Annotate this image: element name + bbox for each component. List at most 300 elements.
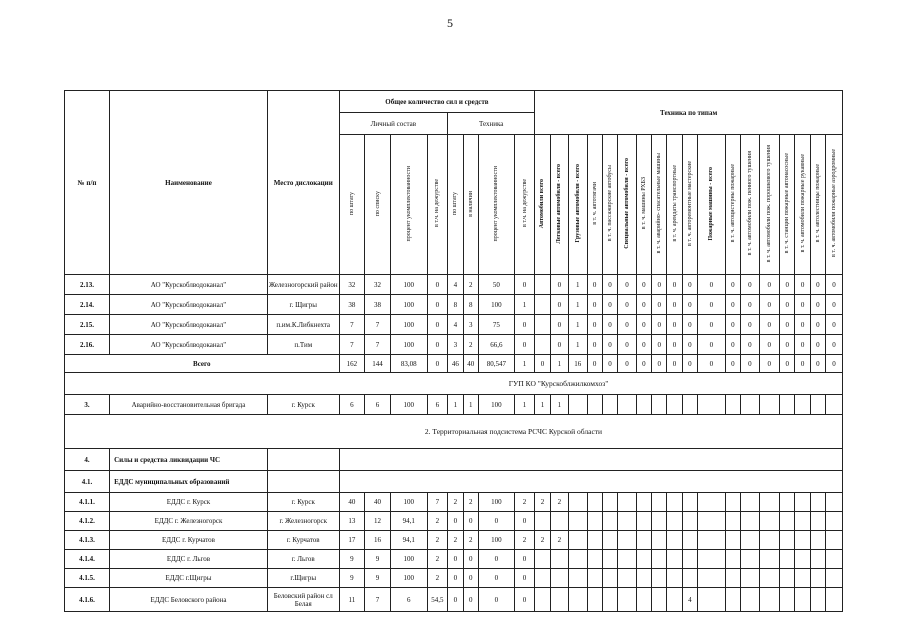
row-value: 50 bbox=[478, 275, 514, 295]
header-vertical-label: в т. ч. арендаты транспортные bbox=[671, 165, 678, 242]
row-value: 13 bbox=[339, 512, 365, 531]
row-value bbox=[759, 588, 779, 612]
header-vertical-label: в т. ч. автомобили пож. пенного тушения bbox=[746, 151, 753, 256]
total-value: 0 bbox=[780, 355, 795, 373]
row-value bbox=[602, 512, 617, 531]
row-location: г. Курск bbox=[267, 493, 339, 512]
header-vertical-label: в т. ч. пассажирские автобусы bbox=[607, 165, 614, 242]
row-value: 100 bbox=[390, 275, 427, 295]
row-value: 94,1 bbox=[390, 512, 427, 531]
row-value: 0 bbox=[463, 512, 478, 531]
row-value bbox=[587, 531, 602, 550]
row-value: 0 bbox=[478, 588, 514, 612]
row-value: 0 bbox=[448, 569, 463, 588]
table-row bbox=[65, 569, 843, 588]
row-value: 2 bbox=[448, 531, 463, 550]
row-value bbox=[602, 531, 617, 550]
row-number: 2.15. bbox=[65, 315, 110, 335]
row-value: 0 bbox=[514, 335, 535, 355]
row-name: ЕДДС г. Железногорск bbox=[110, 512, 268, 531]
row-value bbox=[682, 531, 697, 550]
row-value bbox=[550, 588, 568, 612]
row-value: 100 bbox=[390, 335, 427, 355]
row-value bbox=[535, 512, 550, 531]
row-value: 0 bbox=[618, 335, 636, 355]
header-vertical-label: в т. ч. машины РХБЗ bbox=[640, 177, 647, 230]
row-value: 0 bbox=[550, 275, 568, 295]
row-value: 0 bbox=[636, 315, 651, 335]
row-value bbox=[618, 512, 636, 531]
row-value: 0 bbox=[587, 275, 602, 295]
table-row bbox=[65, 275, 843, 295]
row-value bbox=[569, 493, 587, 512]
row-value bbox=[667, 588, 682, 612]
table-row bbox=[65, 588, 843, 612]
row-name: АО "Курскоблводоканал" bbox=[110, 335, 268, 355]
header-personnel-col bbox=[427, 135, 447, 275]
header-technics-col bbox=[514, 135, 535, 275]
row-value bbox=[602, 395, 617, 415]
row-value bbox=[810, 569, 825, 588]
row-value bbox=[741, 512, 759, 531]
row-value: 17 bbox=[339, 531, 365, 550]
row-value: 0 bbox=[810, 295, 825, 315]
row-value: 0 bbox=[514, 275, 535, 295]
row-value: 4 bbox=[682, 588, 697, 612]
row-value: 100 bbox=[390, 295, 427, 315]
row-value bbox=[826, 531, 843, 550]
header-vertical-label: Грузовые автомобили - всего bbox=[574, 164, 581, 243]
row-value bbox=[652, 569, 667, 588]
row-value: 0 bbox=[826, 295, 843, 315]
header-vertical-label: в т. ч. станции пожарные автонасосные bbox=[784, 153, 791, 254]
total-value: 0 bbox=[636, 355, 651, 373]
row-value bbox=[826, 569, 843, 588]
row-value bbox=[535, 315, 550, 335]
row-value bbox=[698, 531, 726, 550]
row-value bbox=[550, 550, 568, 569]
row-value: 2 bbox=[427, 550, 447, 569]
row-value bbox=[795, 569, 810, 588]
row-value bbox=[652, 588, 667, 612]
row-value bbox=[587, 550, 602, 569]
row-value: 0 bbox=[427, 315, 447, 335]
row-value: 0 bbox=[514, 588, 535, 612]
header-type-col bbox=[810, 135, 825, 275]
row-value bbox=[759, 493, 779, 512]
table-row bbox=[65, 395, 843, 415]
header-type-col bbox=[569, 135, 587, 275]
header-location: Место дислокации bbox=[267, 91, 339, 275]
row-value: 0 bbox=[667, 275, 682, 295]
total-value: 0 bbox=[427, 355, 447, 373]
total-value: 1 bbox=[514, 355, 535, 373]
row-value bbox=[741, 569, 759, 588]
row-value bbox=[569, 569, 587, 588]
row-value bbox=[667, 512, 682, 531]
row-value: 0 bbox=[448, 550, 463, 569]
row-value bbox=[795, 512, 810, 531]
total-value: 144 bbox=[365, 355, 391, 373]
row-number: 4.1. bbox=[65, 471, 110, 493]
header-vertical-label: в т. ч. автомобили пожарные аэродромные bbox=[831, 149, 838, 258]
row-number: 2.13. bbox=[65, 275, 110, 295]
row-value: 100 bbox=[390, 315, 427, 335]
row-number: 4.1.4. bbox=[65, 550, 110, 569]
header-vertical-label: по штату bbox=[348, 191, 355, 216]
row-value bbox=[826, 395, 843, 415]
row-value: 0 bbox=[550, 315, 568, 335]
row-value: 0 bbox=[514, 512, 535, 531]
row-value bbox=[826, 493, 843, 512]
row-value bbox=[725, 569, 740, 588]
row-location: г. Льгов bbox=[267, 550, 339, 569]
row-value: 2 bbox=[535, 493, 550, 512]
row-value: 0 bbox=[780, 335, 795, 355]
row-value: 0 bbox=[587, 335, 602, 355]
row-value: 40 bbox=[365, 493, 391, 512]
row-value bbox=[618, 550, 636, 569]
row-value bbox=[602, 588, 617, 612]
row-value: 0 bbox=[795, 295, 810, 315]
row-value: 0 bbox=[759, 315, 779, 335]
row-value: 100 bbox=[478, 531, 514, 550]
row-value bbox=[618, 569, 636, 588]
row-value: 7 bbox=[365, 588, 391, 612]
row-value: 0 bbox=[602, 275, 617, 295]
row-value: 0 bbox=[741, 275, 759, 295]
page-number: 5 bbox=[447, 16, 453, 30]
row-value: 0 bbox=[652, 315, 667, 335]
row-value bbox=[636, 569, 651, 588]
header-num: № п/п bbox=[65, 91, 110, 275]
header-vertical-label: в т. ч. автомобили пож. порошкового тушения bbox=[766, 144, 773, 263]
row-empty bbox=[339, 471, 842, 493]
row-value bbox=[587, 588, 602, 612]
row-value: 0 bbox=[725, 295, 740, 315]
row-value bbox=[725, 531, 740, 550]
row-number: 4.1.2. bbox=[65, 512, 110, 531]
row-value: 11 bbox=[339, 588, 365, 612]
total-value: 0 bbox=[698, 355, 726, 373]
row-value bbox=[667, 550, 682, 569]
row-value: 0 bbox=[780, 315, 795, 335]
row-value: 100 bbox=[390, 493, 427, 512]
row-value: 4 bbox=[448, 275, 463, 295]
row-value: 0 bbox=[667, 315, 682, 335]
row-value: 0 bbox=[741, 295, 759, 315]
row-value bbox=[741, 588, 759, 612]
row-value bbox=[618, 493, 636, 512]
row-value: 2 bbox=[463, 531, 478, 550]
row-value: 54,5 bbox=[427, 588, 447, 612]
header-vertical-label: в т. ч. автоцистерны пожарные bbox=[729, 164, 736, 243]
table-row bbox=[65, 335, 843, 355]
row-value bbox=[810, 493, 825, 512]
row-value bbox=[618, 395, 636, 415]
header-total-forces: Общее количество сил и средств bbox=[339, 91, 535, 113]
row-value: 3 bbox=[448, 335, 463, 355]
row-value: 0 bbox=[427, 295, 447, 315]
row-value bbox=[569, 395, 587, 415]
row-value: 0 bbox=[826, 275, 843, 295]
table-row bbox=[65, 550, 843, 569]
row-value: 2 bbox=[463, 275, 478, 295]
row-value: 32 bbox=[365, 275, 391, 295]
row-value: 0 bbox=[652, 295, 667, 315]
row-value: 0 bbox=[741, 335, 759, 355]
row-value bbox=[780, 588, 795, 612]
row-value: 6 bbox=[339, 395, 365, 415]
row-value bbox=[725, 550, 740, 569]
row-value bbox=[810, 512, 825, 531]
row-value: 0 bbox=[427, 275, 447, 295]
row-value: 2 bbox=[427, 512, 447, 531]
row-value: 40 bbox=[339, 493, 365, 512]
total-value: 0 bbox=[810, 355, 825, 373]
row-number: 3. bbox=[65, 395, 110, 415]
row-value: 2 bbox=[514, 493, 535, 512]
header-type-col bbox=[780, 135, 795, 275]
row-value: 0 bbox=[636, 275, 651, 295]
row-value: 2 bbox=[535, 531, 550, 550]
row-value: 1 bbox=[448, 395, 463, 415]
row-value: 0 bbox=[698, 335, 726, 355]
row-value: 12 bbox=[365, 512, 391, 531]
header-vertical-label: в наличии bbox=[467, 190, 474, 217]
row-value bbox=[587, 512, 602, 531]
row-value: 0 bbox=[550, 295, 568, 315]
row-name: Силы и средства ликвидации ЧС bbox=[110, 449, 268, 471]
row-value: 75 bbox=[478, 315, 514, 335]
row-value bbox=[780, 531, 795, 550]
row-value: 0 bbox=[667, 335, 682, 355]
row-value bbox=[780, 395, 795, 415]
row-value bbox=[698, 550, 726, 569]
row-value bbox=[795, 493, 810, 512]
row-value bbox=[725, 588, 740, 612]
row-value: 3 bbox=[463, 315, 478, 335]
row-value bbox=[682, 550, 697, 569]
row-value: 1 bbox=[463, 395, 478, 415]
row-number: 4.1.6. bbox=[65, 588, 110, 612]
row-value: 2 bbox=[427, 569, 447, 588]
row-value bbox=[667, 531, 682, 550]
row-value bbox=[652, 493, 667, 512]
row-value: 0 bbox=[826, 315, 843, 335]
total-value: 0 bbox=[618, 355, 636, 373]
row-value bbox=[780, 512, 795, 531]
row-value: 100 bbox=[390, 550, 427, 569]
row-value: 2 bbox=[514, 531, 535, 550]
row-value bbox=[602, 550, 617, 569]
row-value: 6 bbox=[365, 395, 391, 415]
header-type-col bbox=[535, 135, 550, 275]
row-value bbox=[795, 531, 810, 550]
header-type-col bbox=[826, 135, 843, 275]
row-value: 0 bbox=[725, 335, 740, 355]
row-value: 0 bbox=[652, 275, 667, 295]
row-number: 4.1.3. bbox=[65, 531, 110, 550]
row-value bbox=[810, 531, 825, 550]
row-value: 100 bbox=[478, 395, 514, 415]
row-value: 7 bbox=[339, 335, 365, 355]
row-name: ЕДДС г. Курчатов bbox=[110, 531, 268, 550]
header-vertical-label: в т. ч. авторемонтные мастерские bbox=[686, 161, 693, 246]
row-value: 9 bbox=[339, 569, 365, 588]
row-value: 0 bbox=[741, 315, 759, 335]
header-type-col bbox=[759, 135, 779, 275]
row-value: 2 bbox=[550, 493, 568, 512]
row-location bbox=[267, 471, 339, 493]
header-vertical-label: по штату bbox=[452, 191, 459, 216]
row-value bbox=[698, 588, 726, 612]
row-value: 38 bbox=[339, 295, 365, 315]
row-name: ЕДДС муниципальных образований bbox=[110, 471, 268, 493]
total-value: 46 bbox=[448, 355, 463, 373]
row-value bbox=[636, 550, 651, 569]
row-name: Аварийно-восстановительная бригада bbox=[110, 395, 268, 415]
row-location: г. Курск bbox=[267, 395, 339, 415]
table-row bbox=[65, 512, 843, 531]
row-value: 7 bbox=[365, 315, 391, 335]
row-value: 6 bbox=[390, 588, 427, 612]
header-personnel-col bbox=[390, 135, 427, 275]
row-value: 0 bbox=[618, 295, 636, 315]
row-value: 0 bbox=[759, 295, 779, 315]
row-value: 0 bbox=[587, 295, 602, 315]
row-location bbox=[267, 449, 339, 471]
forces-table bbox=[64, 90, 843, 612]
row-value bbox=[698, 395, 726, 415]
row-value bbox=[587, 493, 602, 512]
row-value: 100 bbox=[390, 569, 427, 588]
row-value bbox=[725, 395, 740, 415]
total-value: 162 bbox=[339, 355, 365, 373]
row-name: АО "Курскоблводоканал" bbox=[110, 315, 268, 335]
row-value bbox=[550, 569, 568, 588]
total-value: 0 bbox=[795, 355, 810, 373]
row-value bbox=[587, 395, 602, 415]
row-value bbox=[826, 550, 843, 569]
row-value: 0 bbox=[698, 315, 726, 335]
row-value: 0 bbox=[725, 275, 740, 295]
row-value bbox=[636, 531, 651, 550]
total-value: 0 bbox=[725, 355, 740, 373]
row-value: 0 bbox=[795, 315, 810, 335]
header-type-col bbox=[636, 135, 651, 275]
total-value: 0 bbox=[587, 355, 602, 373]
row-value: 8 bbox=[448, 295, 463, 315]
row-value: 0 bbox=[698, 295, 726, 315]
row-value bbox=[652, 550, 667, 569]
row-value: 0 bbox=[618, 275, 636, 295]
row-value bbox=[636, 493, 651, 512]
row-number: 2.14. bbox=[65, 295, 110, 315]
row-value: 7 bbox=[339, 315, 365, 335]
row-value: 6 bbox=[427, 395, 447, 415]
row-value: 0 bbox=[514, 550, 535, 569]
header-vertical-label: в т. ч. автомобили пожарные рукавные bbox=[799, 154, 806, 253]
row-value bbox=[698, 569, 726, 588]
header-type-col bbox=[795, 135, 810, 275]
row-number: 2.16. bbox=[65, 335, 110, 355]
row-value: 0 bbox=[759, 275, 779, 295]
row-value: 9 bbox=[365, 550, 391, 569]
header-vertical-label: в т.ч. на дежурстве bbox=[521, 179, 528, 228]
row-value: 8 bbox=[463, 295, 478, 315]
row-value: 0 bbox=[602, 335, 617, 355]
row-value: 0 bbox=[514, 315, 535, 335]
row-value: 32 bbox=[339, 275, 365, 295]
section-title: ГУП КО "Курскоблжилкомхоз" bbox=[65, 373, 843, 395]
total-value: 1 bbox=[550, 355, 568, 373]
row-value: 0 bbox=[810, 315, 825, 335]
row-value bbox=[795, 550, 810, 569]
total-value: 0 bbox=[682, 355, 697, 373]
header-type-col bbox=[725, 135, 740, 275]
row-value: 0 bbox=[448, 512, 463, 531]
header-vertical-label: Автомобили всего bbox=[539, 178, 546, 229]
row-value bbox=[652, 395, 667, 415]
row-value: 16 bbox=[365, 531, 391, 550]
row-value: 0 bbox=[780, 275, 795, 295]
row-value: 0 bbox=[448, 588, 463, 612]
row-value bbox=[759, 531, 779, 550]
row-value: 1 bbox=[569, 335, 587, 355]
header-technics-col bbox=[448, 135, 463, 275]
row-number: 4.1.5. bbox=[65, 569, 110, 588]
row-value bbox=[741, 531, 759, 550]
row-value: 0 bbox=[478, 569, 514, 588]
row-value bbox=[682, 512, 697, 531]
row-value bbox=[810, 395, 825, 415]
header-vertical-label: в т. ч. аварийно- спасательные машины bbox=[656, 153, 663, 254]
row-number: 4.1.1. bbox=[65, 493, 110, 512]
row-value bbox=[587, 569, 602, 588]
row-value bbox=[725, 512, 740, 531]
row-value: 0 bbox=[652, 335, 667, 355]
row-value bbox=[810, 550, 825, 569]
total-value: 0 bbox=[535, 355, 550, 373]
header-type-col bbox=[618, 135, 636, 275]
row-value bbox=[826, 588, 843, 612]
row-value bbox=[535, 569, 550, 588]
row-value: 9 bbox=[365, 569, 391, 588]
row-value bbox=[602, 569, 617, 588]
table-row bbox=[65, 531, 843, 550]
row-value: 0 bbox=[810, 335, 825, 355]
header-name: Наименование bbox=[110, 91, 268, 275]
row-value bbox=[826, 512, 843, 531]
row-value: 0 bbox=[682, 295, 697, 315]
row-value: 94,1 bbox=[390, 531, 427, 550]
row-value: 0 bbox=[463, 569, 478, 588]
row-value: 2 bbox=[427, 531, 447, 550]
row-value: 0 bbox=[602, 295, 617, 315]
row-name: АО "Курскоблводоканал" bbox=[110, 295, 268, 315]
row-location: г. Щигры bbox=[267, 295, 339, 315]
row-value: 7 bbox=[427, 493, 447, 512]
row-value: 0 bbox=[725, 315, 740, 335]
row-location: п.им.К.Либкнехта bbox=[267, 315, 339, 335]
row-value bbox=[535, 295, 550, 315]
row-location: Беловский район сл Белая bbox=[267, 588, 339, 612]
row-value: 66,6 bbox=[478, 335, 514, 355]
row-value: 0 bbox=[810, 275, 825, 295]
row-value: 0 bbox=[463, 588, 478, 612]
header-personnel-col bbox=[339, 135, 365, 275]
